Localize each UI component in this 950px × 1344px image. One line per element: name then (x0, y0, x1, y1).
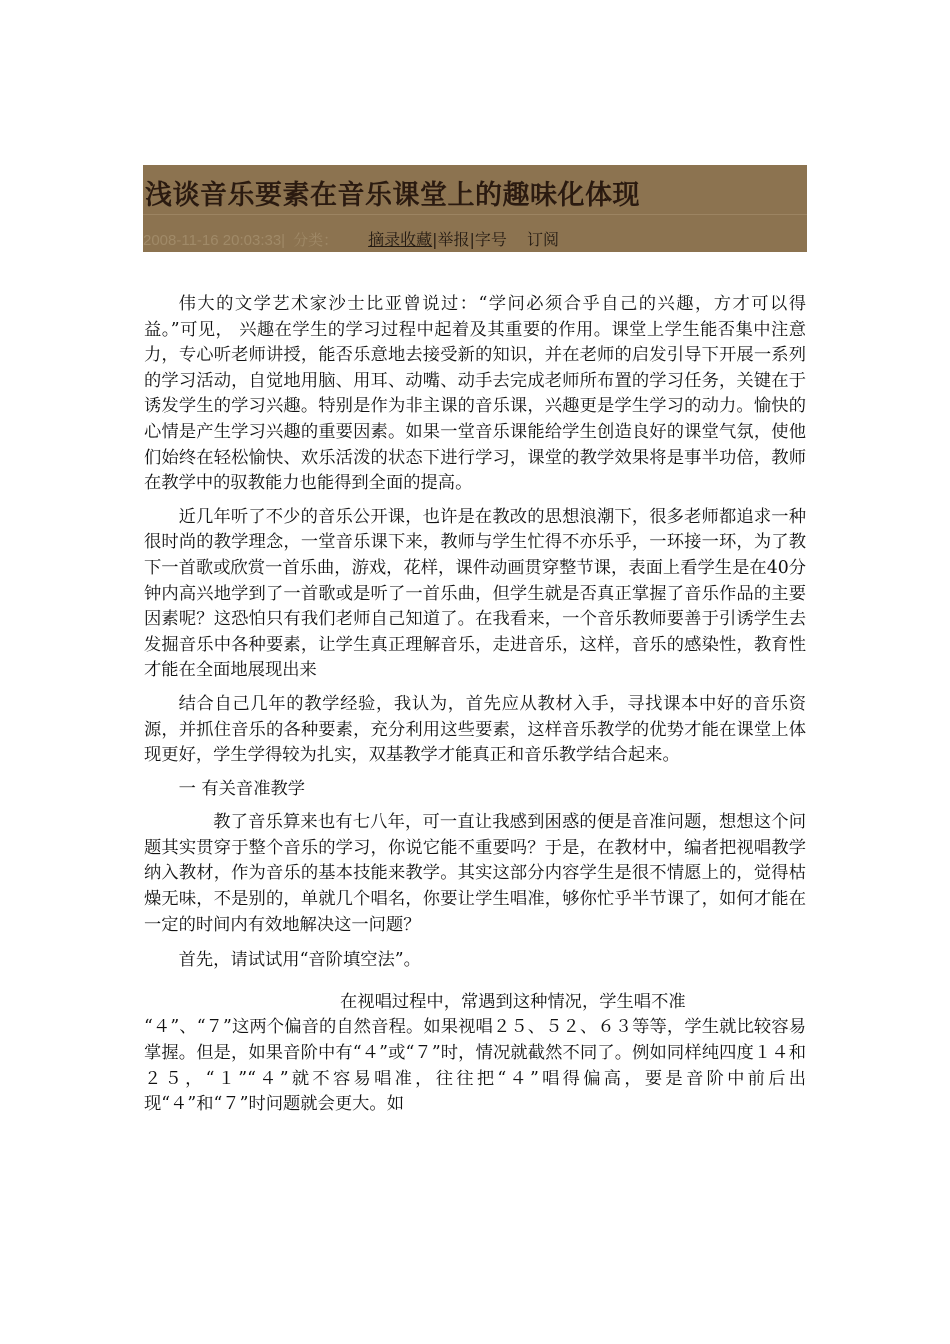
paragraph (144, 990, 806, 1118)
report-link[interactable]: 举报 (437, 230, 470, 249)
subscribe-link[interactable]: 订阅 (526, 230, 559, 249)
paragraph: 结合自己几年的教学经验，我认为，首先应从教材入手，寻找课本中好的音乐资源，并抓住音乐的各种要素，充分利用这些要素，这样音乐教学的优势才能在课堂上体现更好，学生学得较为扎实，双基教学才能真正和音乐教学结合起来。 (144, 693, 806, 766)
paragraph: 教了音乐算来也有七八年，可一直让我感到困惑的便是音准问题，想想这个问题其实贯穿于整个音乐的学习，你说它能不重要吗？于是，在教材中，编者把视唱教学纳入教材，作为音乐的基本技能来教学。其实这部分内容学生是很不情愿上的，觉得枯燥无味，不是别的，单就几个唱名，你要让学生唱准，够你忙乎半节课了，如何才能在一定的时间内有效地解决这一问题？ (144, 812, 806, 935)
font-size-link[interactable]: 字号 (474, 230, 507, 249)
paragraph-rest: “４”、“７”这两个偏音的自然音程。如果视唱２５、５２、６３等等，学生就比较容易掌握。但是，如果音阶中有“４”或“７”时，情况就截然不同了。例如同样纯四度１４和２５，“１”“４”就不容易唱准，往往把“４”唱得偏高，要是音阶中前后出现“４”和“７”时问题就会更大。如 (144, 1017, 806, 1115)
paragraph: 近几年听了不少的音乐公开课，也许是在教改的思想浪潮下，很多老师都追求一种很时尚的教学理念，一堂音乐课下来，教师与学生忙得不亦乐乎，一环接一环，为了教下一首歌或欣赏一首乐曲，游戏，花样，课件动画贯穿整节课，表面上看学生是在40分钟内高兴地学到了一首歌或是听了一首乐曲，但学生就是否真正掌握了音乐作品的主要因素呢？这恐怕只有我们老师自己知道了。在我看来，一个音乐教师要善于引诱学生去发掘音乐中各种要素，让学生真正理解音乐，走进音乐，这样，音乐的感染性，教育性才能在全面地展现出来 (144, 506, 806, 681)
meta-separator: | (469, 230, 475, 249)
header-divider (143, 214, 807, 215)
meta-separator: | (432, 230, 438, 249)
paragraph: 伟大的文学艺术家沙士比亚曾说过：“学问必须合乎自己的兴趣，方才可以得益。”可见， 兴趣在学生的学习过程中起着及其重要的作用。课堂上学生能否集中注意力，专心听老师讲授，能否乐意地去接受新的知识，并在老师的启发引导下开展一系列的学习活动，自觉地用脑、用耳、动嘴、动手去完成老师所布置的学习任务，关键在于诱发学生的学习兴趣。特别是作为非主课的音乐课，兴趣更是学生学习的动力。愉快的心情是产生学习兴趣的重要因素。如果一堂音乐课能给学生创造良好的课堂气氛，使他们始终在轻松愉快、欢乐活泼的状态下进行学习，课堂的教学效果将是事半功倍，教师在教学中的驭教能力也能得到全面的提高。 (144, 294, 806, 494)
excerpt-link[interactable]: 摘录 (368, 230, 401, 249)
section-heading: 一 有关音准教学 (178, 778, 306, 799)
category-label: 分类： (293, 232, 339, 249)
favorite-link[interactable]: 收藏 (400, 230, 433, 249)
paragraph: 首先，请试试用“音阶填空法”。 (178, 950, 421, 971)
page-title: 浅谈音乐要素在音乐课堂上的趣味化体现 (145, 180, 640, 211)
post-timestamp: 2008-11-16 20:03:33| (143, 232, 286, 249)
article-header (143, 165, 807, 252)
paragraph-lead: 在视唱过程中，常遇到这种情况，学生唱不准 (340, 991, 686, 1012)
article-meta-bar (143, 227, 559, 250)
article-body (144, 292, 806, 1118)
